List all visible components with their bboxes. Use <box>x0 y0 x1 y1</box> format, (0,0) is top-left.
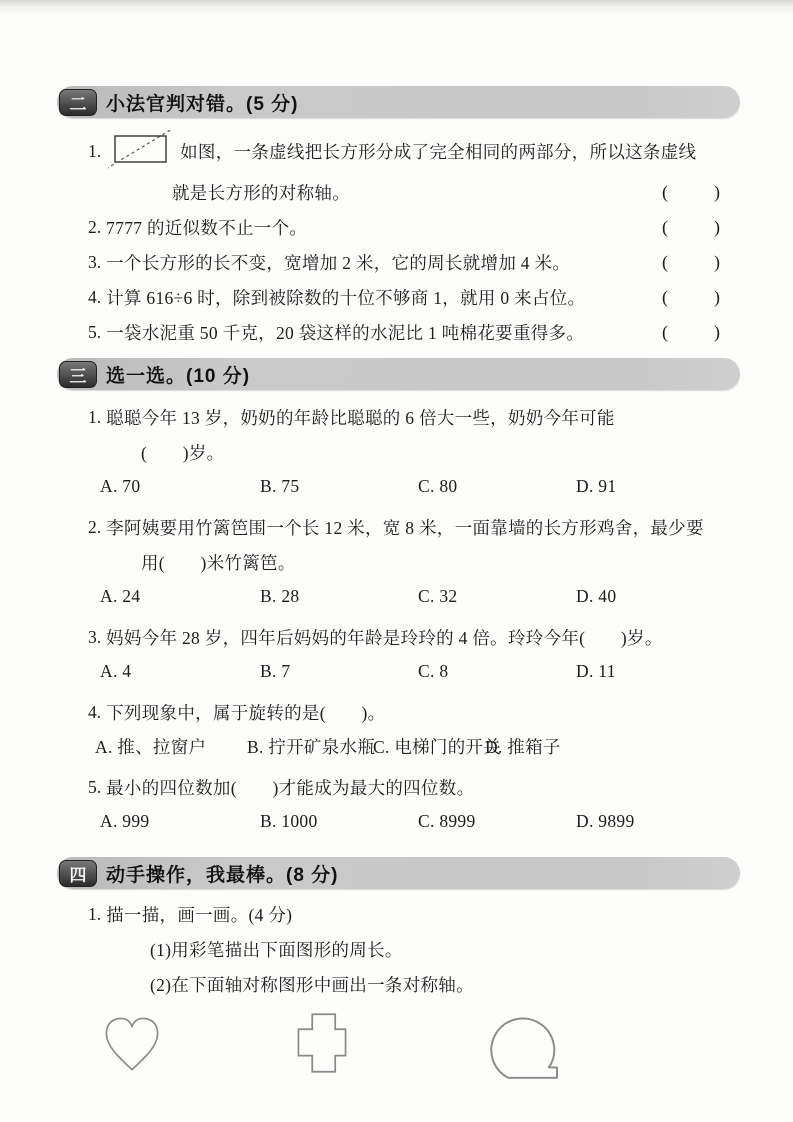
option-d: D. 9899 <box>576 811 635 831</box>
hands-item1-text: (1)用彩笔描出下面图形的周长。 <box>150 940 403 960</box>
option-d: D. 91 <box>576 476 617 496</box>
judge-q5-text: 一袋水泥重 50 千克，20 袋这样的水泥比 1 吨棉花要重得多。 <box>106 323 585 343</box>
choice-q1-text: 聪聪今年 13 岁，奶奶的年龄比聪聪的 6 倍大一些，奶奶今年可能 <box>106 408 615 428</box>
choice-q3-line1 <box>88 620 740 655</box>
cross-outline-shape <box>295 1010 349 1076</box>
section-choice-badge: 三 <box>59 361 97 388</box>
section-judge-header <box>57 86 740 118</box>
judge-q3 <box>88 245 740 280</box>
option-d: D. 40 <box>576 586 617 606</box>
judge-q3-answer-blank <box>662 252 720 273</box>
judge-q4-answer-blank <box>662 287 720 308</box>
judge-q2 <box>88 210 740 245</box>
choice-q5-number: 5. <box>88 777 102 797</box>
hands-item1 <box>88 932 740 967</box>
choice-q1-line1 <box>88 400 740 435</box>
option-c: C. 80 <box>418 476 458 496</box>
paren-open: ( <box>662 182 668 202</box>
judge-q4-text: 计算 616÷6 时，除到被除数的十位不够商 1，就用 0 来占位。 <box>106 288 586 308</box>
section-hands-title: 动手操作，我最棒。(8 分) <box>106 864 339 886</box>
option-a: A. 推、拉窗户 <box>95 737 207 757</box>
choice-q1 <box>57 400 740 503</box>
choice-q2-text-cont: 用( )米竹篱笆。 <box>141 553 296 573</box>
choice-q2-line1 <box>88 510 740 545</box>
option-b: B. 拧开矿泉水瓶 <box>247 737 376 757</box>
choice-q4-options <box>95 730 740 763</box>
option-b: B. 7 <box>260 661 291 681</box>
section-hands-badge: 四 <box>59 860 97 887</box>
option-a: A. 70 <box>100 476 141 496</box>
choice-q3-text: 妈妈今年 28 岁，四年后妈妈的年龄是玲玲的 4 倍。玲玲今年( )岁。 <box>106 628 663 648</box>
judge-q1-text-cont: 就是长方形的对称轴。 <box>172 183 350 203</box>
option-c: C. 8 <box>418 661 449 681</box>
judge-q3-number: 3. <box>88 252 102 272</box>
paren-close: ) <box>714 182 720 202</box>
choice-q1-line2 <box>88 435 740 470</box>
judge-q1-text: 如图，一条虚线把长方形分成了完全相同的两部分，所以这条虚线 <box>180 142 697 162</box>
choice-q4 <box>57 695 740 763</box>
choice-q1-number: 1. <box>88 407 102 427</box>
choice-q2-text: 李阿姨要用竹篱笆围一个长 12 米，宽 8 米，一面靠墙的长方形鸡舍，最少要 <box>106 518 704 538</box>
paren-open: ( <box>662 217 668 237</box>
option-a: A. 999 <box>100 811 150 831</box>
judge-q1-answer-blank <box>662 182 720 203</box>
option-c: C. 电梯门的开关 <box>373 737 502 757</box>
judge-q4-number: 4. <box>88 287 102 307</box>
judge-q3-text: 一个长方形的长不变，宽增加 2 米，它的周长就增加 4 米。 <box>106 253 571 273</box>
choice-q5-options <box>100 805 740 838</box>
section-judge-badge: 二 <box>59 89 97 116</box>
hands-item2-text: (2)在下面轴对称图形中画出一条对称轴。 <box>150 975 474 995</box>
choice-q1-options <box>100 470 740 503</box>
choice-q5-text: 最小的四位数加( )才能成为最大的四位数。 <box>106 778 475 798</box>
hands-sub1 <box>88 897 740 932</box>
judge-q1-line1 <box>88 128 740 175</box>
section-choice-title: 选一选。(10 分) <box>106 365 251 387</box>
option-b: B. 28 <box>260 586 300 606</box>
hands-sub1-number: 1. <box>88 904 102 924</box>
judge-q4 <box>88 280 740 315</box>
choice-q2-number: 2. <box>88 517 102 537</box>
choice-q2-options <box>100 580 740 613</box>
choice-q4-text: 下列现象中，属于旋转的是( )。 <box>106 703 386 723</box>
option-b: B. 75 <box>260 476 300 496</box>
paren-open: ( <box>662 252 668 272</box>
paren-open: ( <box>662 322 668 342</box>
section-choice-header <box>57 358 740 390</box>
judge-q2-answer-blank <box>662 217 720 238</box>
hands-item2 <box>88 967 740 1002</box>
judge-q1-line2 <box>88 175 740 210</box>
judge-q5 <box>88 315 740 350</box>
choice-q5 <box>57 770 740 838</box>
paren-close: ) <box>714 252 720 272</box>
judge-q5-number: 5. <box>88 322 102 342</box>
option-b: B. 1000 <box>260 811 318 831</box>
shapes-row <box>100 1010 740 1082</box>
choice-q3 <box>57 620 740 688</box>
judge-q1-number: 1. <box>88 141 102 161</box>
choice-q5-line1 <box>88 770 740 805</box>
heart-outline-shape <box>100 1014 164 1074</box>
option-c: C. 32 <box>418 586 458 606</box>
choice-q2 <box>57 510 740 613</box>
choice-q4-line1 <box>88 695 740 730</box>
option-c: C. 8999 <box>418 811 476 831</box>
paren-close: ) <box>714 287 720 307</box>
circle-notch-outline-shape <box>486 1010 560 1082</box>
choice-q1-text-cont: ( )岁。 <box>141 443 225 463</box>
section-hands-header <box>57 857 740 889</box>
paren-close: ) <box>714 217 720 237</box>
rectangle-dashed-diagonal-figure <box>108 128 172 175</box>
section-judge-title: 小法官判对错。(5 分) <box>106 93 299 115</box>
option-a: A. 4 <box>100 661 132 681</box>
judge-q2-text: 7777 的近似数不止一个。 <box>106 218 308 238</box>
option-d: D. 11 <box>576 661 616 681</box>
choice-q3-number: 3. <box>88 627 102 647</box>
choice-q3-options <box>100 655 740 688</box>
option-d: D. 推箱子 <box>485 737 561 757</box>
option-a: A. 24 <box>100 586 141 606</box>
paren-open: ( <box>662 287 668 307</box>
judge-q5-answer-blank <box>662 322 720 343</box>
judge-q2-number: 2. <box>88 217 102 237</box>
choice-q4-number: 4. <box>88 702 102 722</box>
paren-close: ) <box>714 322 720 342</box>
choice-q2-line2 <box>88 545 740 580</box>
hands-sub1-text: 描一描，画一画。(4 分) <box>106 905 293 925</box>
